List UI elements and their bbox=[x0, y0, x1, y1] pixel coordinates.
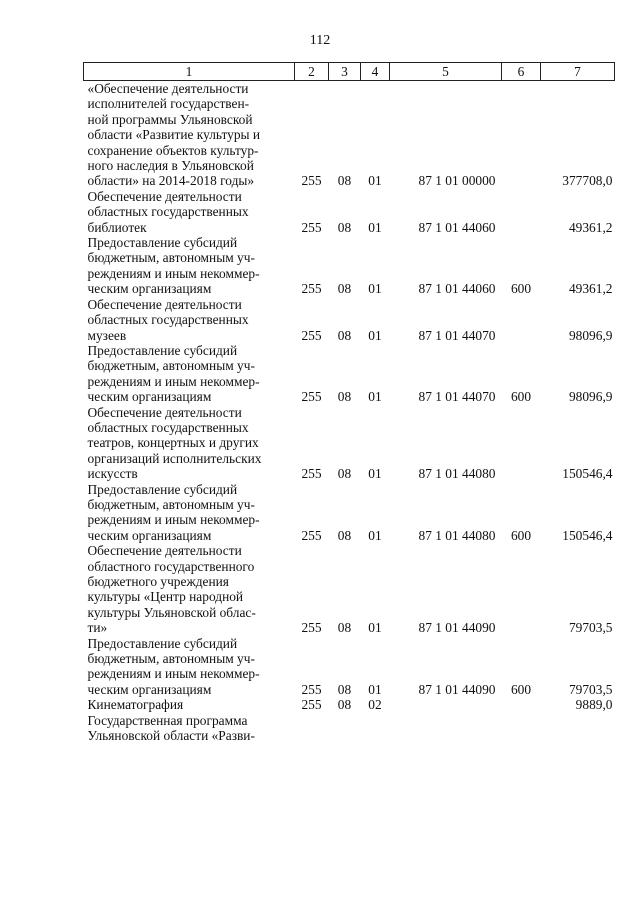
table-row bbox=[84, 543, 615, 635]
row-description: «Обеспечение деятельности исполнителей государствен- ной программы Ульяновской области «Развитие культуры и сохранение объектов культур- ного наследия в Ульяновской области» на 2014-2018 годы» bbox=[87, 81, 261, 189]
row-expense-type bbox=[502, 543, 541, 635]
row-ministry-code: 255 bbox=[301, 697, 322, 713]
row-subsection-code: 01 bbox=[368, 466, 382, 482]
row-amount: 49361,2 bbox=[568, 281, 613, 297]
header-col-2: 2 bbox=[295, 63, 329, 81]
row-ministry-code: 255 bbox=[301, 389, 322, 405]
row-expense-type bbox=[502, 697, 541, 712]
row-section-code: 08 bbox=[337, 281, 352, 297]
row-description: Обеспечение деятельности областного государственного бюджетного учреждения культуры «Центр народной культуры Ульяновской облас- ти» bbox=[87, 543, 256, 636]
row-target-article bbox=[390, 697, 502, 712]
row-expense-type: 600 bbox=[510, 281, 532, 297]
budget-table bbox=[83, 62, 615, 743]
row-amount: 79703,5 bbox=[568, 620, 613, 636]
header-col-4: 4 bbox=[361, 63, 390, 81]
row-target-article: 87 1 01 44060 bbox=[418, 219, 496, 235]
row-section-code bbox=[329, 713, 361, 744]
table-row bbox=[84, 297, 615, 343]
row-ministry-code: 255 bbox=[301, 219, 322, 235]
row-expense-type bbox=[502, 713, 541, 744]
row-amount: 150546,4 bbox=[562, 466, 613, 482]
table-row bbox=[84, 636, 615, 698]
row-ministry-code: 255 bbox=[301, 681, 322, 697]
row-expense-type: 600 bbox=[510, 681, 532, 697]
row-amount bbox=[541, 713, 615, 744]
row-subsection-code: 01 bbox=[368, 527, 382, 543]
row-section-code: 08 bbox=[337, 389, 352, 405]
table-row bbox=[84, 713, 615, 744]
row-target-article: 87 1 01 44090 bbox=[418, 681, 496, 697]
table-row bbox=[84, 482, 615, 544]
row-target-article bbox=[390, 713, 502, 744]
row-amount: 79703,5 bbox=[568, 681, 613, 697]
row-section-code: 08 bbox=[337, 620, 352, 636]
row-ministry-code: 255 bbox=[301, 527, 322, 543]
row-subsection-code: 02 bbox=[368, 697, 382, 713]
row-amount: 49361,2 bbox=[568, 219, 613, 235]
row-target-article: 87 1 01 44090 bbox=[418, 620, 496, 636]
row-description: Обеспечение деятельности областных государственных библиотек bbox=[87, 188, 249, 235]
row-section-code: 08 bbox=[337, 527, 352, 543]
row-ministry-code: 255 bbox=[301, 281, 322, 297]
row-description: Обеспечение деятельности областных государственных театров, концертных и других организаций исполнительских искусств bbox=[87, 404, 262, 482]
table-body bbox=[84, 81, 615, 744]
row-section-code: 08 bbox=[337, 327, 352, 343]
row-description: Предоставление субсидий бюджетным, автономным уч- реждениям и иным некоммер- ческим организациям bbox=[87, 635, 260, 697]
row-section-code: 08 bbox=[337, 697, 352, 713]
row-subsection-code: 01 bbox=[368, 281, 382, 297]
table-row bbox=[84, 189, 615, 235]
row-subsection-code: 01 bbox=[368, 219, 382, 235]
row-target-article: 87 1 01 44080 bbox=[418, 466, 496, 482]
row-target-article: 87 1 01 44080 bbox=[418, 527, 496, 543]
row-expense-type bbox=[502, 189, 541, 235]
table-header bbox=[84, 63, 615, 81]
header-col-6: 6 bbox=[502, 63, 541, 81]
row-amount: 98096,9 bbox=[568, 327, 613, 343]
row-expense-type bbox=[502, 81, 541, 189]
row-description: Государственная программа Ульяновской области «Разви- bbox=[87, 712, 255, 744]
header-col-3: 3 bbox=[329, 63, 361, 81]
row-expense-type: 600 bbox=[510, 527, 532, 543]
header-col-5: 5 bbox=[390, 63, 502, 81]
row-expense-type bbox=[502, 405, 541, 482]
table-row bbox=[84, 81, 615, 189]
row-subsection-code: 01 bbox=[368, 620, 382, 636]
row-ministry-code: 255 bbox=[301, 327, 322, 343]
table-row bbox=[84, 697, 615, 712]
row-target-article: 87 1 01 44070 bbox=[418, 327, 496, 343]
row-expense-type bbox=[502, 297, 541, 343]
row-section-code: 08 bbox=[337, 681, 352, 697]
row-ministry-code bbox=[295, 713, 329, 744]
row-amount: 150546,4 bbox=[562, 527, 613, 543]
row-description: Предоставление субсидий бюджетным, автономным уч- реждениям и иным некоммер- ческим организациям bbox=[87, 481, 260, 543]
row-description: Предоставление субсидий бюджетным, автономным уч- реждениям и иным некоммер- ческим организациям bbox=[87, 342, 260, 405]
row-description: Кинематография bbox=[87, 697, 184, 713]
row-section-code: 08 bbox=[337, 173, 352, 189]
row-ministry-code: 255 bbox=[301, 620, 322, 636]
page-number: 112 bbox=[309, 33, 331, 48]
table-row bbox=[84, 343, 615, 405]
row-description: Обеспечение деятельности областных государственных музеев bbox=[87, 296, 249, 343]
row-amount: 377708,0 bbox=[562, 173, 613, 189]
row-subsection-code bbox=[361, 713, 390, 744]
row-section-code: 08 bbox=[337, 219, 352, 235]
row-description: Предоставление субсидий бюджетным, автономным уч- реждениям и иным некоммер- ческим организациям bbox=[87, 235, 260, 297]
row-subsection-code: 01 bbox=[368, 681, 382, 697]
header-row bbox=[84, 63, 615, 81]
row-expense-type: 600 bbox=[510, 389, 532, 405]
row-target-article: 87 1 01 44060 bbox=[418, 281, 496, 297]
row-section-code: 08 bbox=[337, 466, 352, 482]
row-target-article: 87 1 01 00000 bbox=[418, 173, 496, 189]
row-subsection-code: 01 bbox=[368, 389, 382, 405]
table-row bbox=[84, 405, 615, 482]
row-target-article: 87 1 01 44070 bbox=[418, 389, 496, 405]
row-ministry-code: 255 bbox=[301, 466, 322, 482]
header-col-1: 1 bbox=[84, 63, 295, 81]
row-amount: 98096,9 bbox=[568, 389, 613, 405]
row-amount: 9889,0 bbox=[575, 697, 613, 713]
header-col-7: 7 bbox=[541, 63, 615, 81]
table-row bbox=[84, 235, 615, 297]
row-subsection-code: 01 bbox=[368, 173, 382, 189]
row-subsection-code: 01 bbox=[368, 327, 382, 343]
row-ministry-code: 255 bbox=[301, 173, 322, 189]
